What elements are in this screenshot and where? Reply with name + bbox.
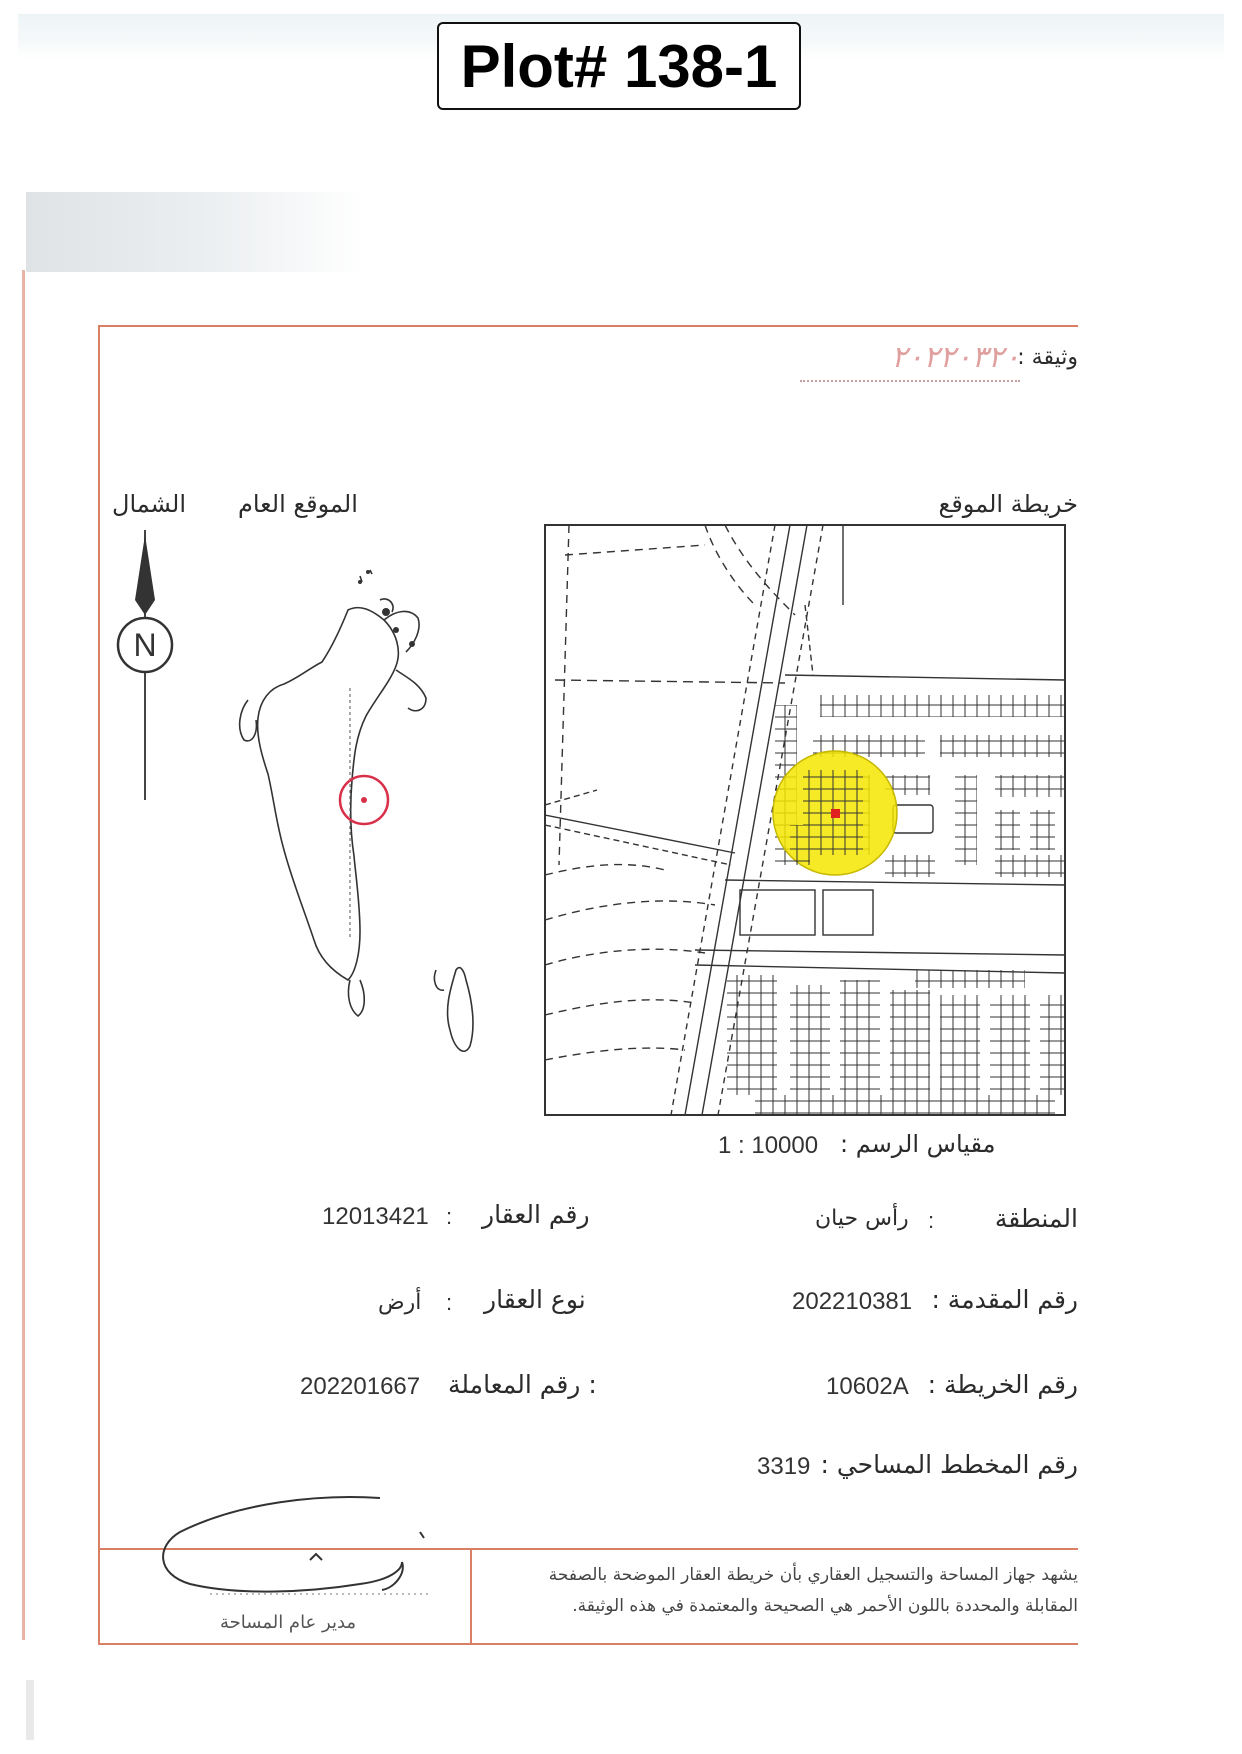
property-number-value: 12013421 — [322, 1203, 429, 1230]
scan-bottom-edge — [26, 1680, 34, 1740]
colon: : — [446, 1290, 453, 1315]
region-value: رأس حيان — [815, 1206, 909, 1231]
scan-left-edge — [22, 270, 37, 1640]
map-number-value: 10602A — [826, 1373, 909, 1400]
property-number-label: رقم العقار — [482, 1200, 590, 1229]
property-type-label: نوع العقار — [484, 1285, 586, 1314]
colon: : — [928, 1208, 935, 1233]
scan-left-shadow — [26, 192, 366, 272]
north-arrow-icon — [110, 530, 180, 810]
property-type-value: أرض — [378, 1290, 422, 1315]
site-location-map — [545, 525, 1068, 1115]
footer-vertical-divider — [470, 1548, 472, 1645]
plot-marker — [831, 809, 840, 818]
survey-plan-label: رقم المخطط المساحي : — [820, 1450, 1078, 1479]
application-number-label: رقم المقدمة : — [931, 1285, 1078, 1314]
north-label: الشمال — [112, 490, 187, 518]
colon: : — [446, 1204, 453, 1229]
transaction-number-label: رقم المعاملة : — [448, 1370, 597, 1399]
region-label: المنطقة — [994, 1204, 1078, 1233]
plot-title: Plot# 138-1 — [437, 22, 801, 110]
doc-number-handwritten: ٢٠٢٢٠٣٢٠ — [800, 340, 1020, 382]
general-location-label: الموقع العام — [238, 490, 358, 518]
scale-value: 1 : 10000 — [718, 1132, 819, 1159]
survey-plan-value: 3319 — [757, 1453, 811, 1480]
application-number-value: 202210381 — [792, 1288, 913, 1315]
certification-line-2: المقابلة والمحددة باللون الأحمر هي الصحيحة والمعتمدة في هذه الوثيقة. — [572, 1596, 1078, 1616]
doc-number-label: وثيقة : — [1017, 345, 1078, 370]
certification-line-1: يشهد جهاز المساحة والتسجيل العقاري بأن خريطة العقار الموضحة بالصفحة — [548, 1565, 1078, 1585]
map-number-label: رقم الخريطة : — [927, 1370, 1078, 1399]
signatory-title: مدير عام المساحة — [220, 1612, 357, 1633]
transaction-number-value: 202201667 — [300, 1373, 421, 1400]
site-location-label: خريطة الموقع — [938, 490, 1078, 518]
north-letter: N — [133, 627, 157, 663]
scale-label: مقياس الرسم : — [840, 1130, 996, 1158]
signature — [150, 1492, 440, 1604]
general-location-map — [200, 560, 500, 1080]
